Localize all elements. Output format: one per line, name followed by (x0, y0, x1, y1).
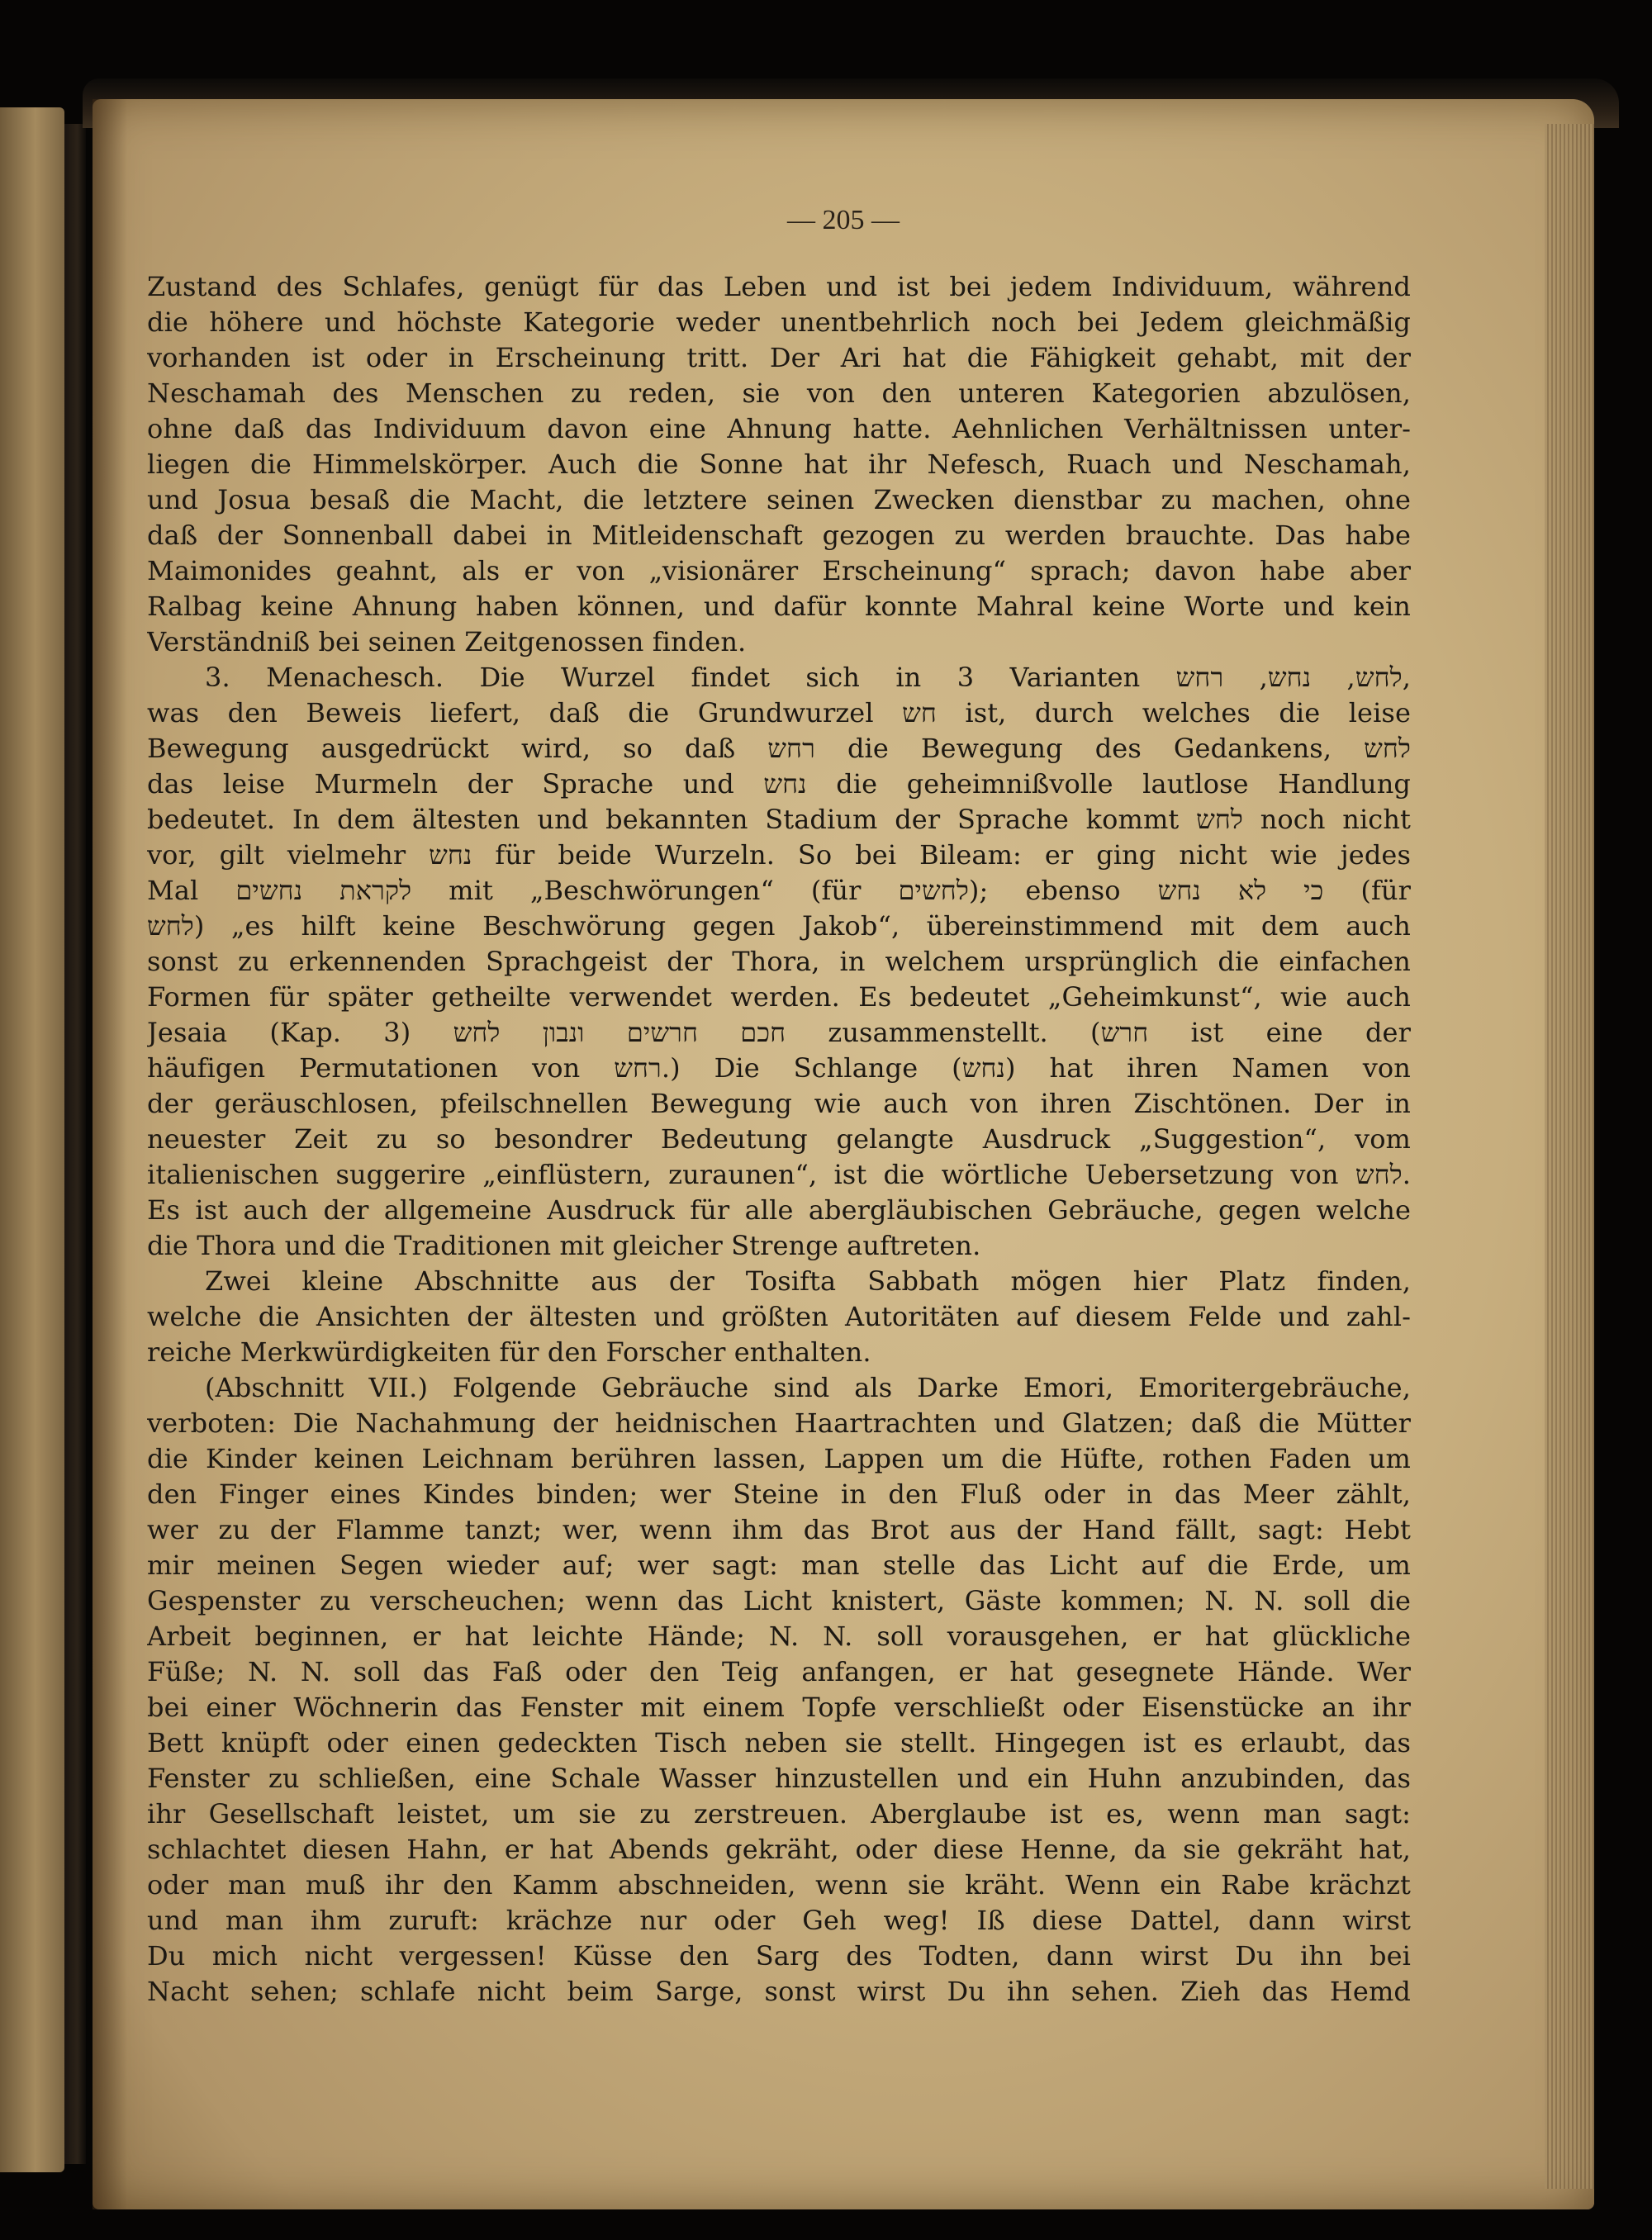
text-line: oder man muß ihr den Kamm abschneiden, wenn sie kräht. Wenn ein Rabe krächzt (147, 1869, 1411, 1901)
book-gutter-shadow (64, 124, 86, 2164)
text-line: Du mich nicht vergessen! Küsse den Sarg des Todten, dann wirst Du ihn bei (147, 1940, 1411, 1972)
text-line: Ralbag keine Ahnung haben können, und dafür konnte Mahral keine Worte und kein (147, 591, 1411, 622)
text-line: und Josua besaß die Macht, die letztere seinen Zwecken dienstbar zu machen, ohne (147, 484, 1411, 515)
text-line: (Abschnitt VII.) Folgende Gebräuche sind als Darke Emori, Emoritergebräuche, (205, 1372, 1411, 1403)
text-line: die Thora und die Traditionen mit gleicher Strenge auftreten. (147, 1230, 981, 1261)
text-line: häufigen Permutationen von רחש.) Die Schlange (נחש) hat ihren Namen von (147, 1052, 1411, 1084)
left-page-edge (0, 107, 64, 2172)
text-line: wer zu der Flamme tanzt; wer, wenn ihm das Brot aus der Hand fällt, sagt: Hebt (147, 1514, 1411, 1545)
text-line: לחש) „es hilft keine Beschwörung gegen Jakob“, übereinstimmend mit dem auch (147, 910, 1411, 942)
text-line: das leise Murmeln der Sprache und נחש die geheimnißvolle lautlose Handlung (147, 768, 1411, 800)
page-stack-edges (1545, 124, 1594, 2189)
page-gutter (93, 99, 127, 2209)
text-line: Neschamah des Menschen zu reden, sie von den unteren Kategorien abzulösen, (147, 377, 1411, 409)
text-line: die höhere und höchste Kategorie weder unentbehrlich noch bei Jedem gleichmäßig (147, 306, 1411, 338)
text-line: vorhanden ist oder in Erscheinung tritt. Der Ari hat die Fähigkeit gehabt, mit der (147, 342, 1411, 373)
text-line: die Kinder keinen Leichnam berühren lassen, Lappen um die Hüfte, rothen Faden um (147, 1443, 1411, 1474)
text-line (147, 2010, 1411, 2045)
text-line: Zwei kleine Abschnitte aus der Tosifta Sabbath mögen hier Platz finden, (205, 1265, 1411, 1297)
text-line: ihr Gesellschaft leistet, um sie zu zerstreuen. Aberglaube ist es, wenn man sagt: (147, 1798, 1411, 1829)
text-line: reiche Merkwürdigkeiten für den Forscher enthalten. (147, 1336, 871, 1368)
text-line: den Finger eines Kindes binden; wer Steine in den Fluß oder in das Meer zählt, (147, 1478, 1411, 1510)
text-line: ohne daß das Individuum davon eine Ahnung hatte. Aehnlichen Verhältnissen unter- (147, 413, 1411, 444)
text-line: schlachtet diesen Hahn, er hat Abends gekräht, oder diese Henne, da sie gekräht hat, (147, 1834, 1411, 1865)
text-line: Arbeit beginnen, er hat leichte Hände; N. N. soll vorausgehen, er hat glückliche (147, 1621, 1411, 1652)
text-line: Fenster zu schließen, eine Schale Wasser hinzustellen und ein Huhn anzubinden, das (147, 1763, 1411, 1794)
page-text (147, 269, 1411, 2045)
text-line: was den Beweis liefert, daß die Grundwurzel חש ist, durch welches die leise (147, 697, 1411, 728)
text-line: vor, gilt vielmehr נחש für beide Wurzeln. So bei Bileam: er ging nicht wie jedes (147, 839, 1411, 871)
text-line: daß der Sonnenball dabei in Mitleidenschaft gezogen zu werden brauchte. Das habe (147, 520, 1411, 551)
text-line: Maimonides geahnt, als er von „visionärer Erscheinung“ sprach; davon habe aber (147, 555, 1411, 586)
text-line: Gespenster zu verscheuchen; wenn das Licht knistert, Gäste kommen; N. N. soll die (147, 1585, 1411, 1616)
text-line: 3. Menachesch. Die Wurzel findet sich in 3 Varianten לחש, נחש, רחש, (205, 662, 1411, 693)
text-line: Füße; N. N. soll das Faß oder den Teig anfangen, er hat gesegnete Hände. Wer (147, 1656, 1411, 1687)
text-line: der geräuschlosen, pfeilschnellen Bewegung wie auch von ihren Zischtönen. Der in (147, 1088, 1411, 1119)
text-line: Es ist auch der allgemeine Ausdruck für alle abergläubischen Gebräuche, gegen welche (147, 1194, 1411, 1226)
text-line: Bewegung ausgedrückt wird, so daß רחש die Bewegung des Gedankens, לחש (147, 733, 1411, 764)
book-page (93, 99, 1594, 2209)
text-line: italienischen suggerire „einflüstern, zuraunen“, ist die wörtliche Uebersetzung von לחש. (147, 1159, 1411, 1190)
text-line: Mal לקראת נחשים mit „Beschwörungen“ (für לחשים); ebenso כי לא נחש (für (147, 875, 1411, 906)
text-line: liegen die Himmelskörper. Auch die Sonne hat ihr Nefesch, Ruach und Neschamah, (147, 448, 1411, 480)
text-line: Formen für später getheilte verwendet werden. Es bedeutet „Geheimkunst“, wie auch (147, 981, 1411, 1013)
text-line: bei einer Wöchnerin das Fenster mit einem Topfe verschließt oder Eisenstücke an ihr (147, 1692, 1411, 1723)
text-line: und man ihm zuruft: krächze nur oder Geh weg! Iß diese Dattel, dann wirst (147, 1905, 1411, 1936)
text-line: Zustand des Schlafes, genügt für das Leben und ist bei jedem Individuum, während (147, 271, 1411, 302)
text-line: Bett knüpft oder einen gedeckten Tisch neben sie stellt. Hingegen ist es erlaubt, das (147, 1727, 1411, 1758)
text-line: Verständniß bei seinen Zeitgenossen finden. (147, 626, 747, 657)
page-number: — 205 — (787, 205, 900, 235)
text-line: Jesaia (Kap. 3) חכם חרשים ונבון לחש zusammenstellt. (חרש ist eine der (147, 1017, 1411, 1048)
text-line: welche die Ansichten der ältesten und größten Autoritäten auf diesem Felde und zahl- (147, 1301, 1411, 1332)
text-line: Nacht sehen; schlafe nicht beim Sarge, sonst wirst Du ihn sehen. Zieh das Hemd (147, 1976, 1411, 2007)
text-line: bedeutet. In dem ältesten und bekannten Stadium der Sprache kommt לחש noch nicht (147, 804, 1411, 835)
text-line: verboten: Die Nachahmung der heidnischen Haartrachten und Glatzen; daß die Mütter (147, 1407, 1411, 1439)
text-line: neuester Zeit zu so besondrer Bedeutung gelangte Ausdruck „Suggestion“, vom (147, 1123, 1411, 1155)
text-line: mir meinen Segen wieder auf; wer sagt: man stelle das Licht auf die Erde, um (147, 1549, 1411, 1581)
text-line: sonst zu erkennenden Sprachgeist der Thora, in welchem ursprünglich die einfachen (147, 946, 1411, 977)
